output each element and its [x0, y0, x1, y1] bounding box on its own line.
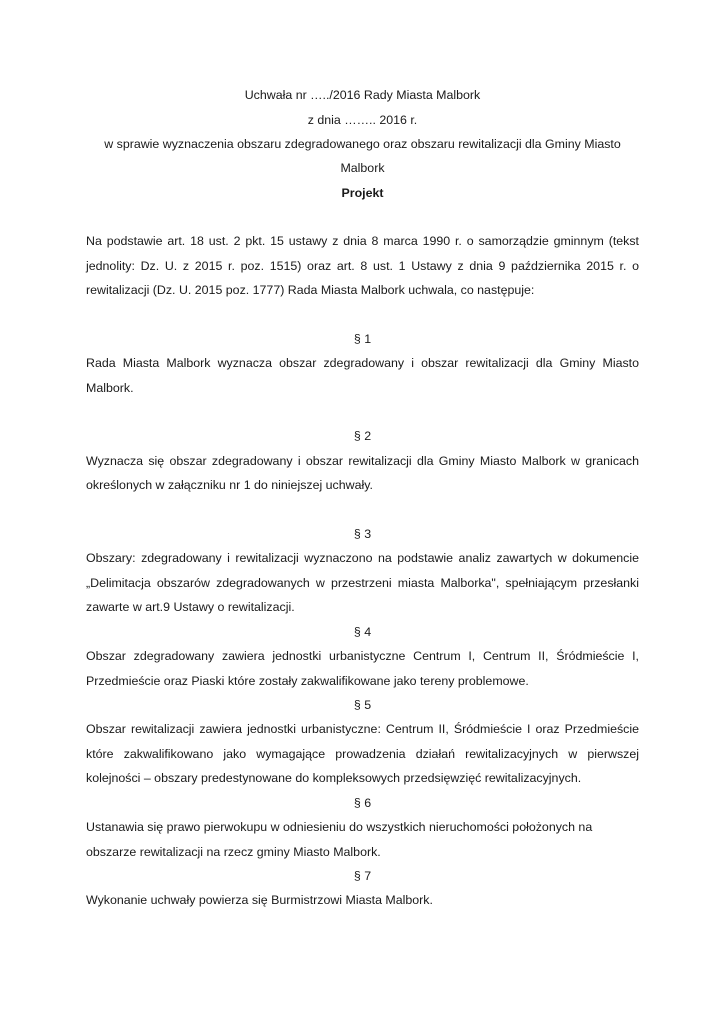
section-5-line-2: które zakwalifikowano jako wymagające prowadzenia działań rewitalizacyjnych w pierwszej	[86, 747, 639, 761]
resolution-subject-line-2: Malbork	[340, 161, 385, 175]
section-3-line-1: Obszary: zdegradowany i rewitalizacji wyznaczono na podstawie analiz zawartych w dokumencie	[86, 551, 639, 565]
section-5-line-3: kolejności – obszary predestynowane do kompleksowych przedsięwzięć rewitalizacyjnych.	[86, 771, 582, 785]
section-4-line-1: Obszar zdegradowany zawiera jednostki urbanistyczne Centrum I, Centrum II, Śródmieście I,	[86, 649, 639, 663]
resolution-subject-line-1: w sprawie wyznaczenia obszaru zdegradowanego oraz obszaru rewitalizacji dla Gminy Miasto	[104, 137, 621, 151]
section-3-line-2: „Delimitacja obszarów zdegradowanych w przestrzeni miasta Malborka", spełniającym przesłanki	[86, 576, 639, 590]
resolution-date: z dnia …….. 2016 r.	[307, 113, 418, 127]
section-6-line-2: obszarze rewitalizacji na rzecz gminy Miasto Malbork.	[86, 845, 381, 859]
section-3-line-3: zawarte w art.9 Ustawy o rewitalizacji.	[86, 600, 295, 614]
section-7-heading: § 7	[353, 869, 372, 883]
resolution-title: Uchwała nr …../2016 Rady Miasta Malbork	[244, 88, 481, 102]
section-5-line-1: Obszar rewitalizacji zawiera jednostki urbanistyczne: Centrum II, Śródmieście I oraz Przedmieście	[86, 722, 639, 736]
section-2-line-2: określonych w załączniku nr 1 do niniejszej uchwały.	[86, 478, 373, 492]
section-2-heading: § 2	[353, 429, 372, 443]
draft-label: Projekt	[341, 186, 384, 200]
section-2-line-1: Wyznacza się obszar zdegradowany i obszar rewitalizacji dla Gminy Miasto Malbork w granicach	[86, 454, 639, 468]
section-1-line-2: Malbork.	[86, 381, 134, 395]
section-1-line-1: Rada Miasta Malbork wyznacza obszar zdegradowany i obszar rewitalizacji dla Gminy Miasto	[86, 356, 639, 370]
section-6-line-1: Ustanawia się prawo pierwokupu w odniesieniu do wszystkich nieruchomości położonych na	[86, 820, 593, 834]
section-5-heading: § 5	[353, 698, 372, 712]
section-4-heading: § 4	[353, 625, 372, 639]
section-1-heading: § 1	[353, 332, 372, 346]
section-3-heading: § 3	[353, 527, 372, 541]
preamble-line-1: Na podstawie art. 18 ust. 2 pkt. 15 ustawy z dnia 8 marca 1990 r. o samorządzie gminnym (tekst	[86, 234, 639, 248]
preamble-line-3: rewitalizacji (Dz. U. 2015 poz. 1777) Rada Miasta Malbork uchwala, co następuje:	[86, 283, 535, 297]
section-6-heading: § 6	[353, 796, 372, 810]
section-4-line-2: Przedmieście oraz Piaski które zostały zakwalifikowane jako tereny problemowe.	[86, 674, 529, 688]
preamble-line-2: jednolity: Dz. U. z 2015 r. poz. 1515) oraz art. 8 ust. 1 Ustawy z dnia 9 października 2015 r. o	[86, 259, 639, 273]
section-7-line-1: Wykonanie uchwały powierza się Burmistrzowi Miasta Malbork.	[86, 893, 433, 907]
